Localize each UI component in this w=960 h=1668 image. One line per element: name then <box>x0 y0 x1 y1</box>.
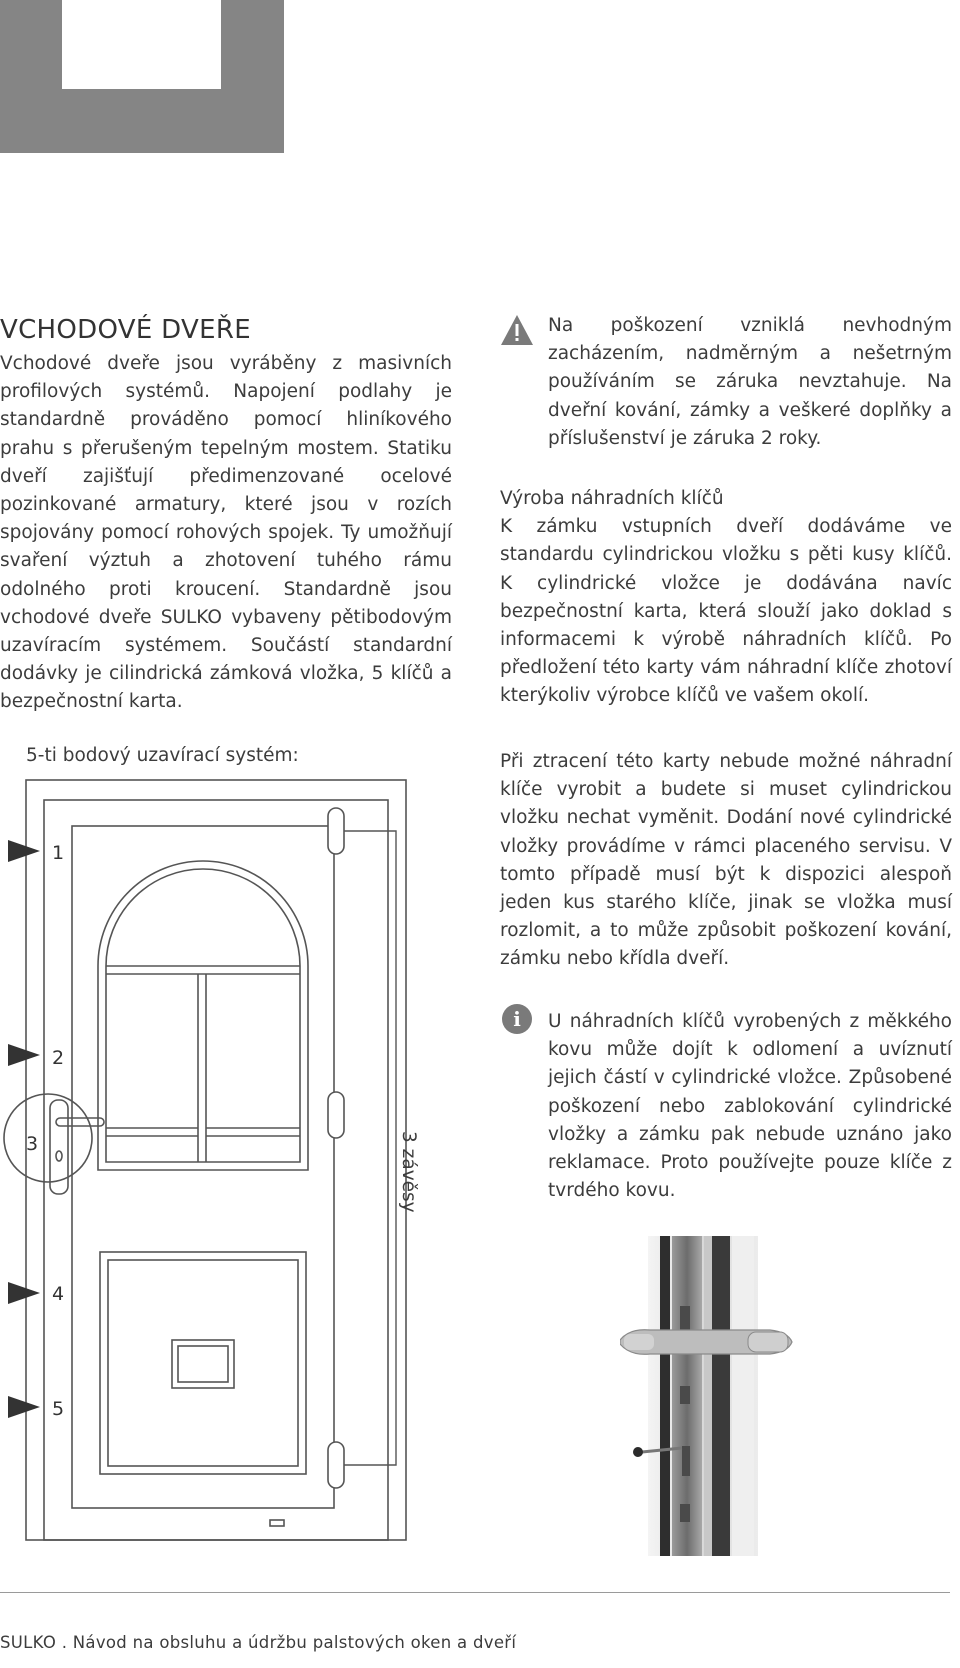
warning-text: Na poškození vzniklá nevhodným zacházením, nadměrným a nešetrným používáním se záruka nevztahuje. Na dveřní kování, zámky a veškeré doplňky a příslušenství je záruka 2 roky. <box>548 315 952 449</box>
point-label-3: 3 <box>26 1133 39 1155</box>
arrow-point-4 <box>8 1282 40 1304</box>
section-title: VCHODOVÉ DVEŘE <box>0 315 251 345</box>
door-locking-diagram <box>0 770 460 1560</box>
arrow-point-1 <box>8 840 40 862</box>
hinge-bottom <box>328 1442 344 1488</box>
footer-divider <box>0 1592 950 1593</box>
lower-panel-outer <box>100 1252 306 1474</box>
hinge-middle <box>328 1092 344 1138</box>
center-square-inner <box>178 1346 228 1382</box>
arched-window-inner <box>106 869 300 1162</box>
lost-card-paragraph: Při ztracení této karty nebude možné náhradní klíče vyrobit a budete si muset cylindrickou vložku nechat vyměnit. Dodání nové cylindrické vložky provádíme v rámci placeného servisu. V tomto případě musí být k dispozici alespoň jeden kus starého klíče, jinak se vložka musí rozlomit, a to může způsobit poškození kování, zámku nebo křídla dveří. <box>500 751 952 970</box>
keys-heading: Výroba náhradních klíčů <box>500 488 724 509</box>
entrance-doors-section <box>0 312 452 717</box>
point-label-5: 5 <box>52 1398 65 1420</box>
door-handle-lever <box>56 1118 104 1126</box>
hinge-top <box>328 808 344 854</box>
intro-paragraph: Vchodové dveře jsou vyráběny z masivních profilových systémů. Napojení podlahy je standardně prováděno pomocí hliníkového prahu s přerušeným tepelným mostem. Statiku dveří zajišťují předimenzované ocelové pozinkované armatury, které jsou v rozích spojovány pomocí rohových spojek. Ty umožňují svaření výztuh a zhotovení tuhého rámu odolného proti kroucení. Standardně jsou vchodové dveře SULKO vybaveny pětibodovým uzavíracím systémem. Součástí standardní dodávky je cilindrická zámková vložka, 5 klíčů a bezpečnostní karta. <box>0 353 452 713</box>
arrow-point-5 <box>8 1396 40 1418</box>
footer-text: SULKO . Návod na obsluhu a údržbu palstových oken a dveří <box>0 1633 517 1652</box>
corner-decoration <box>0 0 284 153</box>
point-label-2: 2 <box>52 1047 65 1069</box>
lost-card-section <box>500 748 952 974</box>
door-leaf <box>72 826 334 1508</box>
hinges-label: 3 závěsy <box>398 1131 419 1213</box>
center-square-outer <box>172 1340 234 1388</box>
info-text: U náhradních klíčů vyrobených z měkkého kovu může dojít k odlomení a uvíznutí jejich částí v cylindrické vložce. Způsobené poškození nebo zablokování cylindrické vložky a zámku pak nebude uznáno jako reklamace. Proto používejte pouze klíče z tvrdého kovu. <box>548 1011 952 1202</box>
replacement-keys-section <box>500 485 952 711</box>
arrow-point-2 <box>8 1044 40 1066</box>
door-lock-photo <box>620 1236 840 1556</box>
warning-icon <box>500 314 534 346</box>
diagram-caption: 5-ti bodový uzavírací systém: <box>26 745 299 766</box>
point-label-1: 1 <box>52 842 65 864</box>
lower-panel-inner <box>108 1260 298 1466</box>
point-label-4: 4 <box>52 1283 65 1305</box>
door-frame-outer <box>26 780 406 1540</box>
corner-decoration-inner <box>62 0 221 89</box>
info-icon: i <box>502 1004 532 1034</box>
handle-callout-circle <box>4 1094 92 1182</box>
keys-paragraph: K zámku vstupních dveří dodáváme ve standardu cylindrickou vložku s pěti kusy klíčů. K cylindrické vložce je dodávána navíc bezpečnostní karta, která slouží jako doklad s informacemi k výrobě náhradních klíčů. Po předložení této karty vám náhradní klíče zhotoví kterýkoliv výrobce klíčů ve vašem okolí. <box>500 516 952 707</box>
arched-window-outer <box>98 861 308 1170</box>
